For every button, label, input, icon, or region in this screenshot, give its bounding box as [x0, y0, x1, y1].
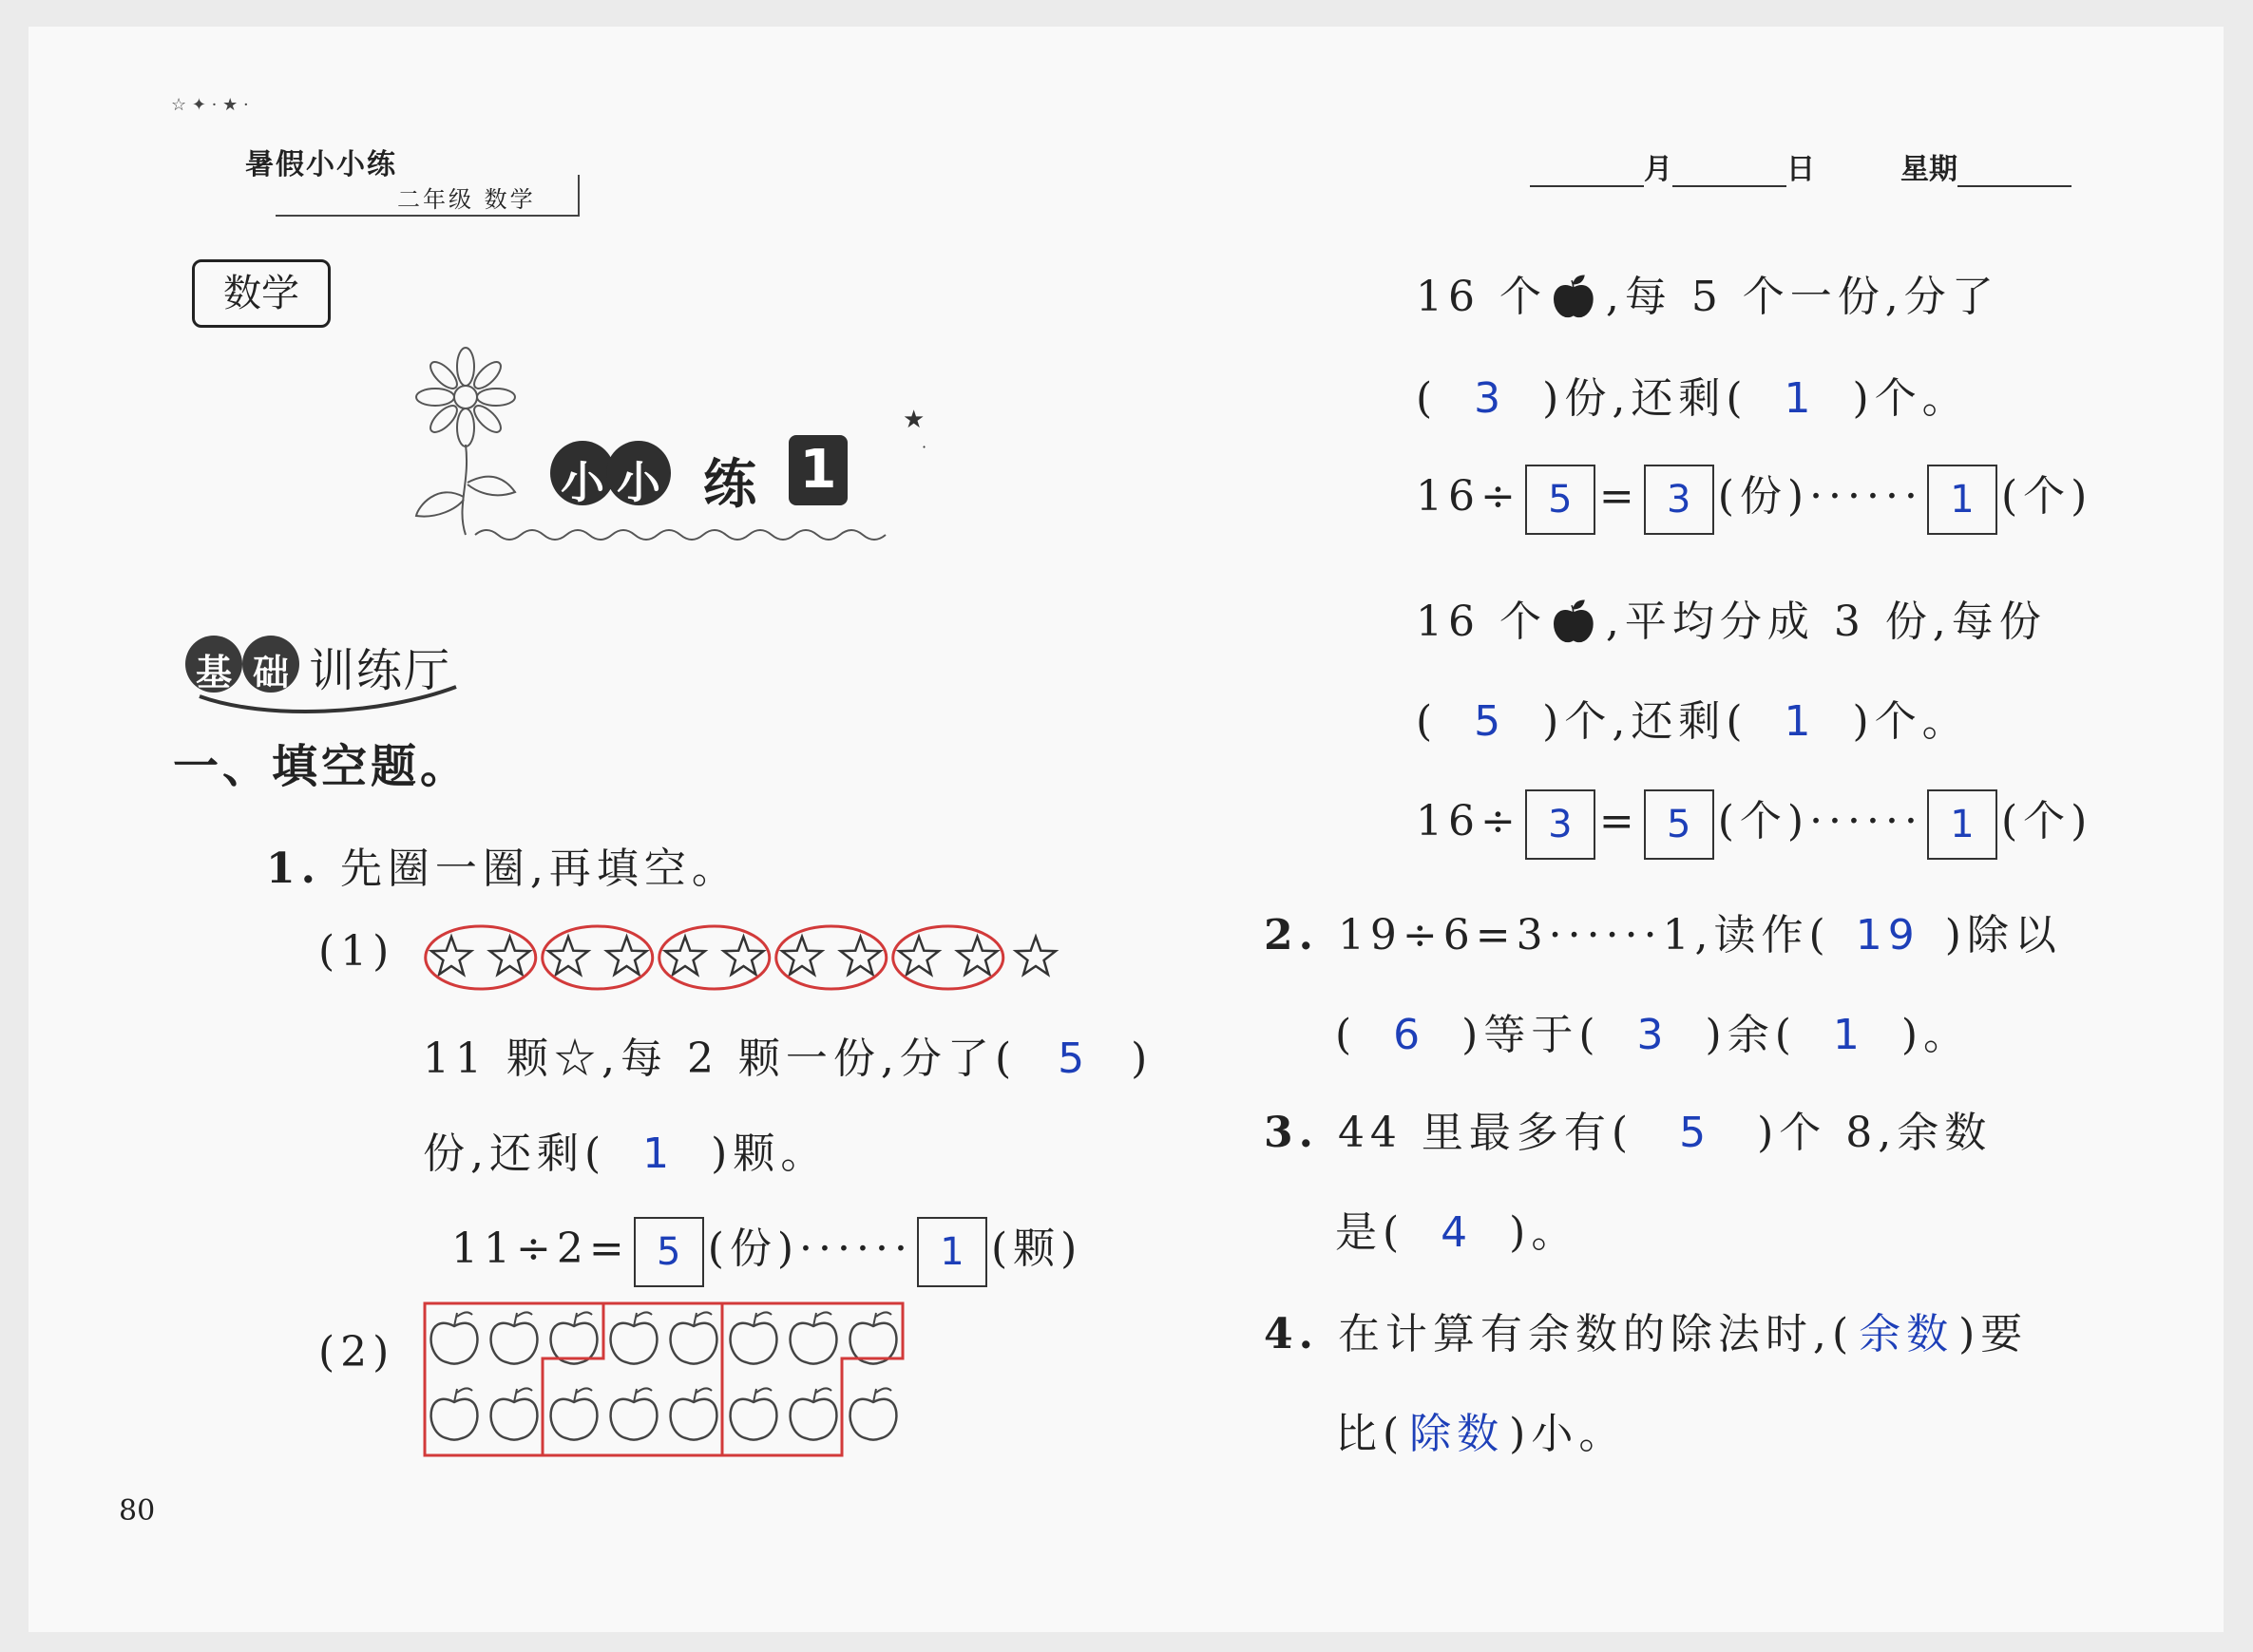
- star-group: [423, 915, 1088, 1000]
- apple-icon: [491, 1312, 538, 1363]
- apple-icon: [731, 1388, 777, 1439]
- apple-icon: 🍎︎: [1546, 273, 1606, 321]
- star-icon: [782, 937, 822, 975]
- q3-line1: 3. 44 里最多有( 5 )个 8,余数: [1264, 1109, 1993, 1157]
- eq-box-quotient[interactable]: 5: [634, 1217, 704, 1287]
- section-char-rest: 训练厅: [309, 644, 452, 697]
- section-char-1: 基: [195, 652, 232, 693]
- page-number: 80: [119, 1494, 156, 1528]
- group-circle-mark[interactable]: [893, 926, 1003, 989]
- star-icon: [548, 937, 588, 975]
- answer-dividend[interactable]: 19: [1855, 911, 1920, 959]
- day-label: 日: [1786, 153, 1815, 186]
- star-row: [423, 915, 1088, 1000]
- book-title: 暑假小小练: [245, 148, 397, 181]
- apple-icon: [850, 1388, 897, 1439]
- q4-line2: 比( 除数 )小。: [1335, 1399, 1626, 1460]
- lesson-banner: [390, 340, 927, 549]
- q1-part3-line1: 16 个🍎︎,每 5 个一份,分了: [1416, 273, 1999, 321]
- answer-should-be-smaller[interactable]: 余数: [1859, 1310, 1955, 1358]
- answer-left-2[interactable]: 1: [1784, 697, 1817, 746]
- eq-box-remainder[interactable]: 1: [917, 1217, 987, 1287]
- lesson-title-char-3: 练: [703, 454, 756, 516]
- answer-portions[interactable]: 3: [1474, 374, 1507, 423]
- svg-text:★: ★: [903, 406, 926, 434]
- day-blank[interactable]: [1672, 153, 1786, 187]
- q1-part1-line1: 11 颗☆,每 2 颗一份,分了( 5 ): [423, 1035, 1154, 1083]
- month-blank[interactable]: [1530, 153, 1644, 187]
- apple-icon: [551, 1312, 598, 1363]
- q1-part1-equation: 11÷2= 5 (份)······ 1 (颗): [451, 1214, 1082, 1287]
- apple-grid: [423, 1300, 936, 1466]
- q1-prompt: 1. 先圈一圈,再填空。: [266, 845, 739, 893]
- book-subtitle: 二年级 数学: [397, 186, 536, 213]
- svg-text:·: ·: [922, 438, 927, 456]
- apple-icon: [491, 1388, 538, 1439]
- group-circle-mark[interactable]: [426, 926, 536, 989]
- q1-part4-line2: ( 5 )个,还剩( 1 )个。: [1416, 697, 1970, 746]
- apple-group: [423, 1300, 936, 1466]
- part-heading: 一、填空题。: [173, 740, 470, 793]
- group-circle-mark[interactable]: [776, 926, 887, 989]
- section-char-2: 础: [252, 652, 289, 693]
- apple-icon: [731, 1312, 777, 1363]
- eq-box-divisor[interactable]: 5: [1525, 465, 1595, 535]
- answer-each[interactable]: 5: [1474, 697, 1507, 746]
- star-icon: [1016, 937, 1056, 975]
- star-icon: [665, 937, 705, 975]
- apple-icon: [671, 1312, 717, 1363]
- q1-part3-line2: ( 3 )份,还剩( 1 )个。: [1416, 374, 1970, 423]
- eq-box-quotient-2[interactable]: 3: [1644, 465, 1714, 535]
- q1-part3-equation: 16÷ 5 = 3 (份)······ 1 (个): [1416, 462, 2092, 535]
- apple-icon: [431, 1312, 478, 1363]
- section-banner: [171, 611, 475, 715]
- weekday-blank[interactable]: [1957, 153, 2072, 187]
- apple-icon: [611, 1388, 658, 1439]
- header-rule: [276, 215, 580, 217]
- q3-line2: 是( 4 )。: [1335, 1208, 1579, 1257]
- lesson-number: 1: [799, 439, 837, 501]
- group-circle-mark[interactable]: [543, 926, 653, 989]
- subject-label: 数学: [223, 272, 299, 315]
- eq-box-remainder-3[interactable]: 1: [1927, 789, 1997, 860]
- q1-part4-line1: 16 个🍎︎,平均分成 3 份,每份: [1416, 598, 2047, 646]
- apple-icon: [551, 1388, 598, 1439]
- header-stars-icon: ☆ ✦ · ★ ·: [171, 95, 249, 115]
- answer-quotient[interactable]: 3: [1636, 1011, 1670, 1059]
- apple-icon: [850, 1312, 897, 1363]
- star-icon: [431, 937, 471, 975]
- star-icon: ☆: [553, 1035, 601, 1083]
- eq-box-quotient-3[interactable]: 5: [1644, 789, 1714, 860]
- header-rule-vertical: [578, 175, 580, 217]
- apple-icon: [671, 1388, 717, 1439]
- subject-tag: [192, 259, 331, 328]
- star-icon: [490, 937, 530, 975]
- answer-groups[interactable]: 5: [1058, 1035, 1091, 1083]
- q1-part1-label: (1): [318, 927, 395, 976]
- q2-line1: 2. 19÷6=3······1,读作( 19 )除以: [1264, 911, 2062, 959]
- apple-icon: [791, 1388, 837, 1439]
- answer-remainder-q2[interactable]: 1: [1832, 1011, 1865, 1059]
- star-icon: [899, 937, 939, 975]
- answer-remainder[interactable]: 1: [642, 1130, 676, 1178]
- q2-line2: ( 6 )等于( 3 )余( 1 )。: [1335, 1011, 1972, 1059]
- q1-part4-equation: 16÷ 3 = 5 (个)······ 1 (个): [1416, 787, 2092, 860]
- q1-part2-label: (2): [318, 1328, 395, 1377]
- eq-box-remainder-2[interactable]: 1: [1927, 465, 1997, 535]
- star-icon: [607, 937, 647, 975]
- star-icon: [958, 937, 998, 975]
- star-icon: [724, 937, 764, 975]
- apple-icon-2: 🍎︎: [1546, 598, 1606, 646]
- q4-line1: 4. 在计算有余数的除法时,( 余数 )要: [1264, 1300, 2028, 1360]
- lesson-title-char-2: 小: [617, 457, 660, 508]
- group-circle-mark[interactable]: [659, 926, 770, 989]
- eq-box-divisor-3[interactable]: 3: [1525, 789, 1595, 860]
- apple-icon: [431, 1388, 478, 1439]
- star-icon: [841, 937, 881, 975]
- apple-icon: [611, 1312, 658, 1363]
- answer-divisor[interactable]: 6: [1393, 1011, 1426, 1059]
- answer-compare-with[interactable]: 除数: [1409, 1410, 1505, 1458]
- answer-remain[interactable]: 4: [1441, 1208, 1474, 1257]
- answer-left[interactable]: 1: [1784, 374, 1817, 423]
- answer-most[interactable]: 5: [1679, 1109, 1712, 1157]
- month-label: 月: [1644, 153, 1672, 186]
- q1-part1-line2: 份,还剩( 1 )颗。: [423, 1130, 829, 1178]
- lesson-title-char-1: 小: [561, 457, 604, 508]
- apple-icon: [791, 1312, 837, 1363]
- date-line: [1530, 145, 2072, 187]
- workbook-page: [29, 27, 2224, 1632]
- weekday-label: 星期: [1900, 153, 1957, 186]
